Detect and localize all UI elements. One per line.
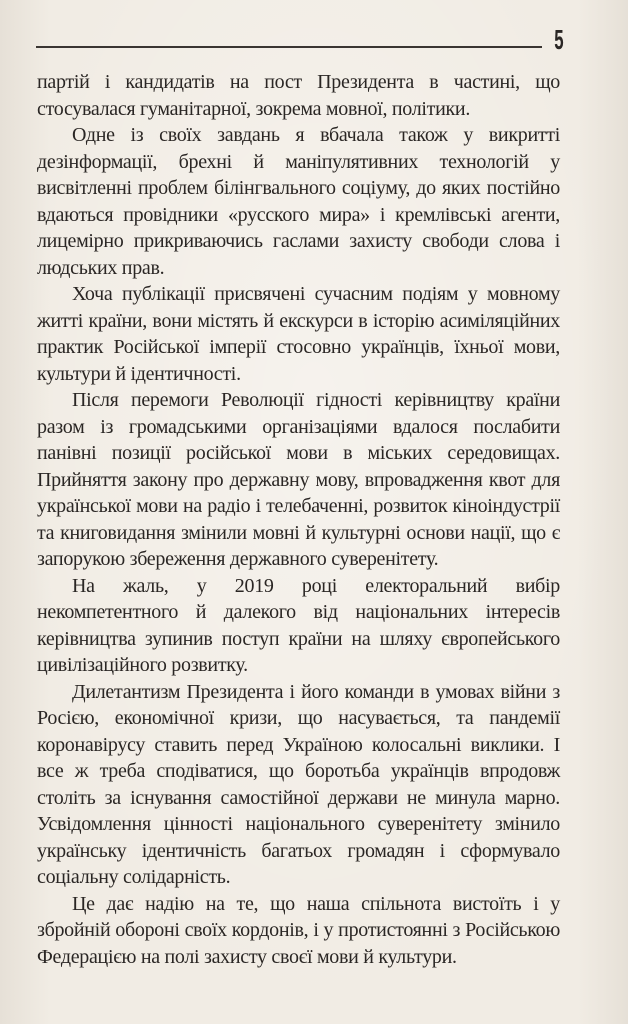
body-text (37, 69, 560, 970)
header-rule (36, 46, 542, 48)
paragraph: Це дає надію на те, що наша спільнота вистоїть і у збройній обороні своїх кордонів, і у протистоянні з Російською Федерацією на полі захисту своєї мови й культури. (37, 892, 560, 968)
paragraph: Після перемоги Революції гідності керівництву країни разом із громадськими організаціями вдалося послабити панівні позиції російської мови в міських середовищах. Прийняття закону про державну мову, впровадження квот для української мови на радіо і телебаченні, розвиток кіноіндустрії та книговидання змінили мовні й культурні основи нації, що є запорукою збереження державного суверенітету. (37, 389, 560, 570)
paragraph: Хоча публікації присвячені сучасним подіям у мовному житті країни, вони містять й екскурси в історію асиміляційних практик Російської імперії стосовно українців, їхньої мови, культури й ідентичності. (37, 283, 560, 385)
paragraph: Дилетантизм Президента і його команди в умовах війни з Росією, економічної кризи, що насувається, та пандемії коронавірусу ставить перед Україною колосальні виклики. І все ж треба сподіватися, що боротьба українців впродовж століть за існування самостійної держави не минула марно. Усвідомлення цінності національного суверенітету змінило українську ідентичність багатьох громадян і сформувало соціальну солідарність. (37, 680, 560, 888)
paragraph: Одне із своїх завдань я вбачала також у викритті дезінформації, брехні й маніпулятивних технологій у висвітленні проблем білінгвального соціуму, до яких постійно вдаються провідники «русского мира» і кремлівські агенти, лицемірно прикриваючись гаслами захисту свободи слова і людських прав. (37, 124, 560, 279)
paragraph-continuation: партій і кандидатів на пост Президента в частині, що стосувалася гуманітарної, зокрема мовної, політики. (37, 71, 560, 120)
paragraph: На жаль, у 2019 році електоральний вибір некомпетентного й далекого від національних інтересів керівництва зупинив поступ країни на шляху європейського цивілізаційного розвитку. (37, 574, 560, 676)
page-header (36, 24, 566, 58)
page-number: 5 (554, 24, 564, 55)
